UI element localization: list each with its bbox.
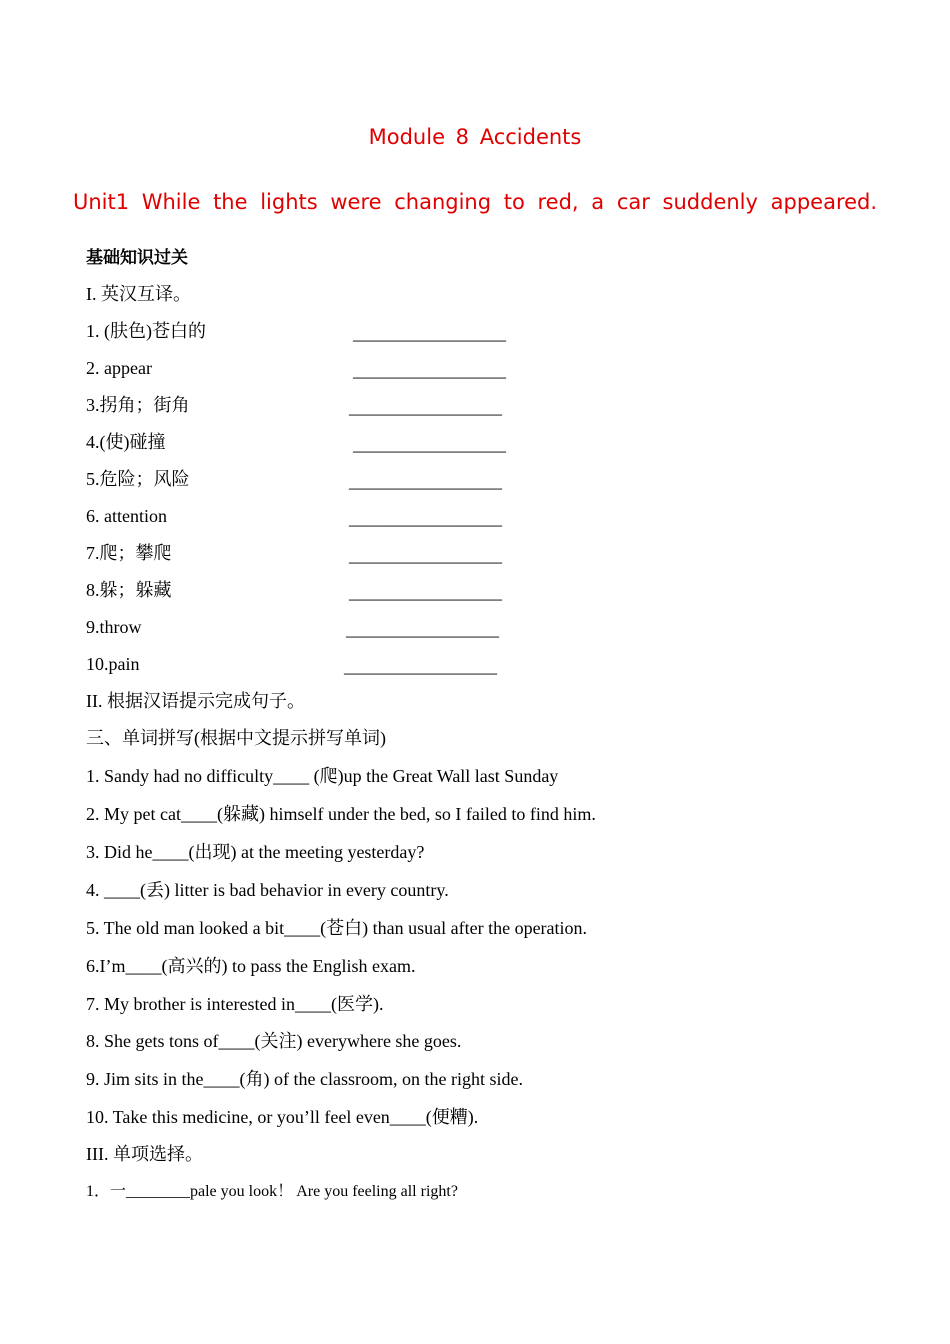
basic-knowledge-heading: 基础知识过关 (86, 248, 188, 268)
spelling-item-2: 2. My pet cat____(躲藏) himself under the bed, so I failed to find him. (86, 804, 596, 824)
answer-blank-4: _________________ (353, 434, 506, 454)
spelling-item-8: 8. She gets tons of____(关注) everywhere she goes. (86, 1031, 462, 1051)
translation-item-4: 4.(使)碰撞 (86, 432, 166, 452)
answer-blank-5: _________________ (349, 471, 502, 491)
spelling-item-4: 4. ____(丢) litter is bad behavior in every country. (86, 880, 449, 900)
answer-blank-1: _________________ (353, 323, 506, 343)
translation-item-2: 2. appear (86, 358, 152, 378)
translation-item-1: 1. (肤色)苍白的 (86, 321, 206, 341)
translation-item-3: 3.拐角；街角 (86, 395, 190, 415)
module-title: Module 8 Accidents (368, 125, 582, 149)
spelling-item-3: 3. Did he____(出现) at the meeting yesterday? (86, 842, 425, 862)
spelling-item-7: 7. My brother is interested in____(医学). (86, 994, 384, 1014)
answer-blank-6: _________________ (349, 508, 502, 528)
answer-blank-7: _________________ (349, 545, 502, 565)
choice-item-1: 1．一________pale you look！ Are you feeling all right? (86, 1183, 458, 1200)
answer-blank-2: _________________ (353, 360, 506, 380)
section-1-heading: I. 英汉互译。 (86, 284, 191, 304)
answer-blank-10: _________________ (344, 656, 497, 676)
answer-blank-9: _________________ (346, 619, 499, 639)
translation-item-5: 5.危险；风险 (86, 469, 190, 489)
spelling-item-1: 1. Sandy had no difficulty____ (爬)up the Great Wall last Sunday (86, 766, 559, 786)
spelling-item-6: 6.I’m____(高兴的) to pass the English exam. (86, 956, 416, 976)
unit-title: Unit1 While the lights were changing to red, a car suddenly appeared. (72, 190, 878, 214)
translation-item-9: 9.throw (86, 617, 142, 637)
section-4-heading: III. 单项选择。 (86, 1144, 203, 1164)
section-3-heading: 三、单词拼写(根据中文提示拼写单词) (86, 728, 386, 748)
answer-blank-3: _________________ (349, 397, 502, 417)
answer-blank-8: _________________ (349, 582, 502, 602)
spelling-item-9: 9. Jim sits in the____(角) of the classroom, on the right side. (86, 1069, 523, 1089)
translation-item-10: 10.pain (86, 654, 140, 674)
translation-item-8: 8.躲；躲藏 (86, 580, 172, 600)
translation-item-7: 7.爬；攀爬 (86, 543, 172, 563)
translation-item-6: 6. attention (86, 506, 167, 526)
spelling-item-5: 5. The old man looked a bit____(苍白) than usual after the operation. (86, 918, 588, 938)
section-2-heading: II. 根据汉语提示完成句子。 (86, 691, 305, 711)
spelling-item-10: 10. Take this medicine, or you’ll feel even____(便糟). (86, 1107, 479, 1127)
